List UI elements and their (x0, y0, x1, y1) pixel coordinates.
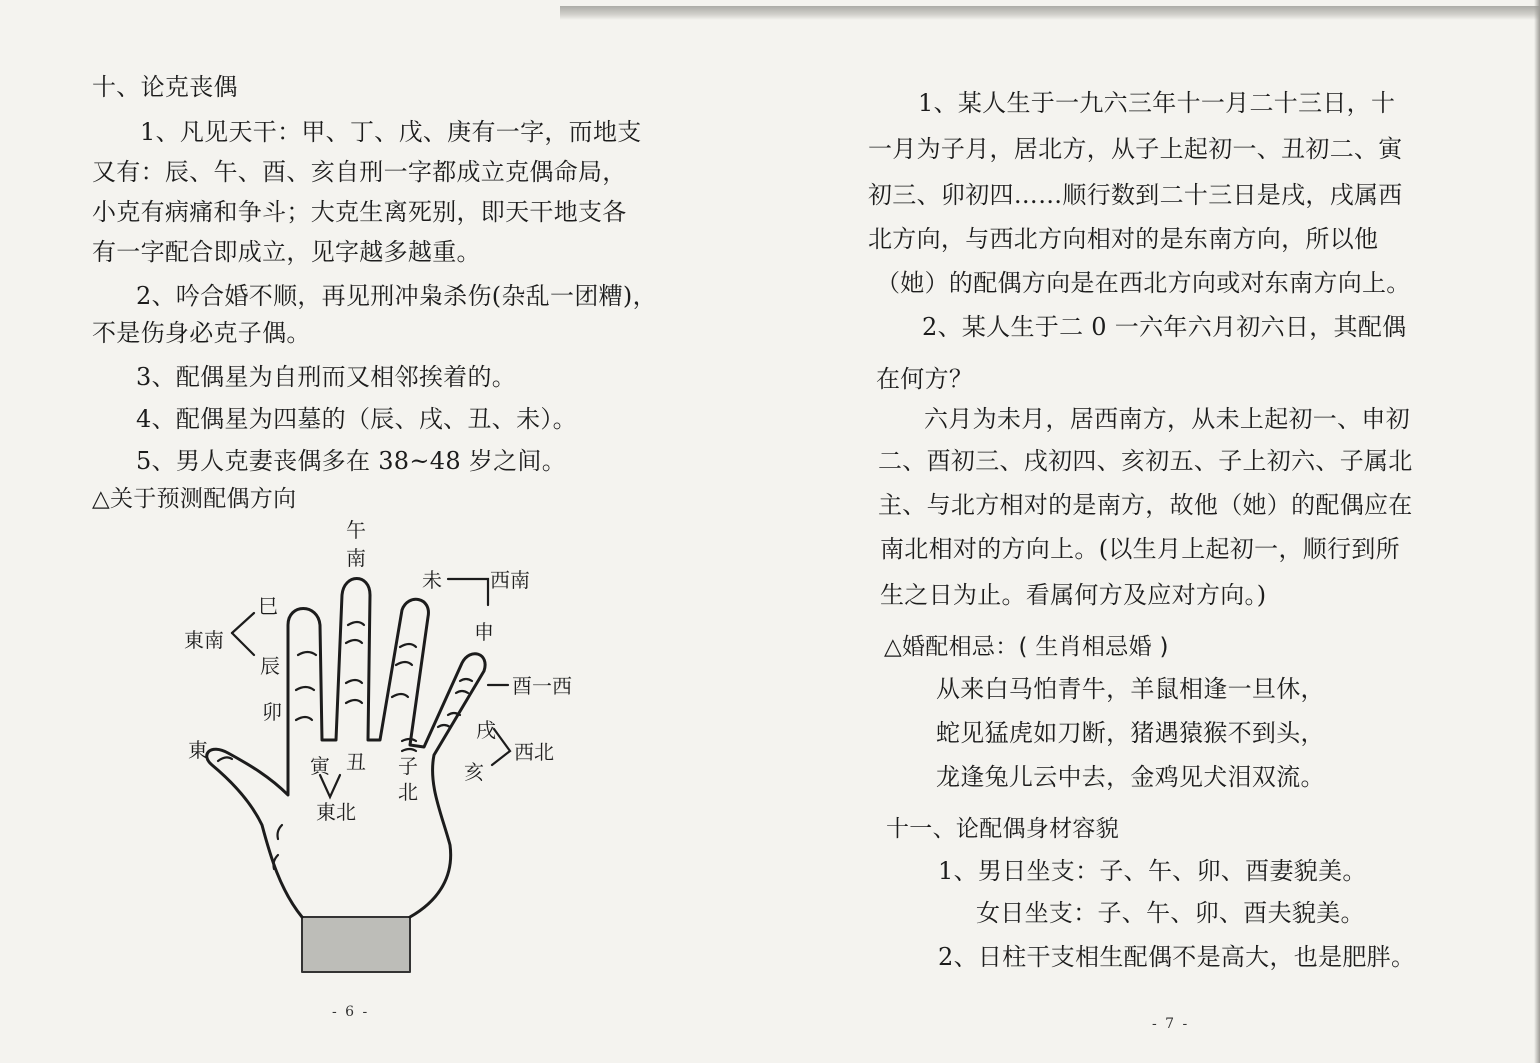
paragraph-line: （她）的配偶方向是在西北方向或对东南方向上。 (876, 269, 1411, 297)
label-dongbei: 東北 (316, 800, 356, 824)
label-wu: 午 (346, 518, 366, 542)
paragraph-line: 4、配偶星为四墓的（辰、戌、丑、未）。 (136, 405, 577, 433)
hand-direction-diagram (170, 515, 590, 985)
label-yin: 寅 (310, 754, 330, 778)
label-dongnan: 東南 (184, 628, 224, 652)
paragraph-line: 5、男人克妻丧偶多在 38~48 岁之间。 (136, 447, 567, 475)
label-xu: 戌 (476, 718, 496, 742)
paragraph-line: 2、吟合婚不顺，再见刑冲枭杀伤(杂乱一团糟)， (136, 282, 657, 310)
poem-line: 从来白马怕青牛，羊鼠相逢一旦休， (936, 675, 1325, 703)
paragraph-line: 北方向，与西北方向相对的是东南方向，所以他 (868, 225, 1379, 253)
page-number: - 6 - (332, 1004, 370, 1020)
paragraph-line: 在何方？ (876, 365, 974, 393)
paragraph-line: 六月为未月，居西南方，从未上起初一、申初 (924, 405, 1410, 433)
paragraph-line: 初三、卯初四……顺行数到二十三日是戌，戌属西 (868, 181, 1403, 209)
paragraph-line: 又有：辰、午、酉、亥自刑一字都成立克偶命局， (92, 158, 627, 186)
paragraph-line: 1、某人生于一九六三年十一月二十三日，十 (918, 89, 1396, 117)
paragraph-line: 不是伤身必克子偶。 (92, 319, 311, 347)
hand-outline (207, 579, 485, 918)
label-mao: 卯 (262, 700, 282, 724)
label-xinan: 西南 (490, 568, 530, 592)
subheading: △关于预测配偶方向 (92, 486, 297, 512)
paragraph-line: 有一字配合即成立，见字越多越重。 (92, 238, 481, 266)
label-you: 酉一西 (512, 674, 572, 698)
paragraph-line: 小克有病痛和争斗；大克生离死别，即天干地支各 (92, 198, 627, 226)
poem-line: 龙逢兔儿云中去，金鸡见犬泪双流。 (936, 763, 1325, 791)
paragraph-line: 3、配偶星为自刑而又相邻挨着的。 (136, 363, 517, 391)
subheading: △婚配相忌：( 生肖相忌婚 ) (884, 634, 1169, 660)
paragraph-line: 2、某人生于二 0 一六年六月初六日，其配偶 (922, 313, 1407, 341)
list-item: 1、男日坐支：子、午、卯、酉妻貌美。 (938, 857, 1367, 885)
right-page (770, 0, 1534, 1063)
paragraph-line: 主、与北方相对的是南方，故他（她）的配偶应在 (878, 491, 1413, 519)
label-dong: 東 (188, 738, 208, 762)
paragraph-line: 生之日为止。看属何方及应对方向。) (880, 581, 1267, 609)
hand-drawing (170, 515, 590, 985)
scan-edge-right (1534, 0, 1540, 1063)
label-chen: 辰 (260, 654, 280, 678)
label-shen: 申 (474, 620, 494, 644)
label-bei: 北 (398, 780, 418, 804)
section-heading: 十、论克丧偶 (92, 73, 238, 101)
label-hai: 亥 (464, 760, 484, 784)
label-nan: 南 (346, 546, 366, 570)
paragraph-line: 二、酉初三、戌初四、亥初五、子上初六、子属北 (878, 447, 1413, 475)
label-si: 巳 (258, 594, 278, 618)
label-chou: 丑 (346, 750, 366, 774)
section-heading: 十一、论配偶身材容貌 (886, 816, 1119, 842)
label-wei: 未 (422, 568, 442, 592)
poem-line: 蛇见猛虎如刀断，猪遇猿猴不到头， (936, 719, 1325, 747)
label-zi: 子 (398, 754, 418, 778)
page-number: - 7 - (1152, 1016, 1190, 1032)
paragraph-line: 1、凡见天干：甲、丁、戊、庚有一字，而地支 (140, 118, 642, 146)
paragraph-line: 南北相对的方向上。(以生月上起初一，顺行到所 (880, 535, 1400, 563)
list-item: 女日坐支：子、午、卯、酉夫貌美。 (976, 899, 1365, 927)
label-xibei: 西北 (514, 740, 554, 764)
paragraph-line: 一月为子月，居北方，从子上起初一、丑初二、寅 (868, 135, 1403, 163)
list-item: 2、日柱干支相生配偶不是高大，也是肥胖。 (938, 943, 1416, 971)
wrist-band (302, 917, 410, 972)
